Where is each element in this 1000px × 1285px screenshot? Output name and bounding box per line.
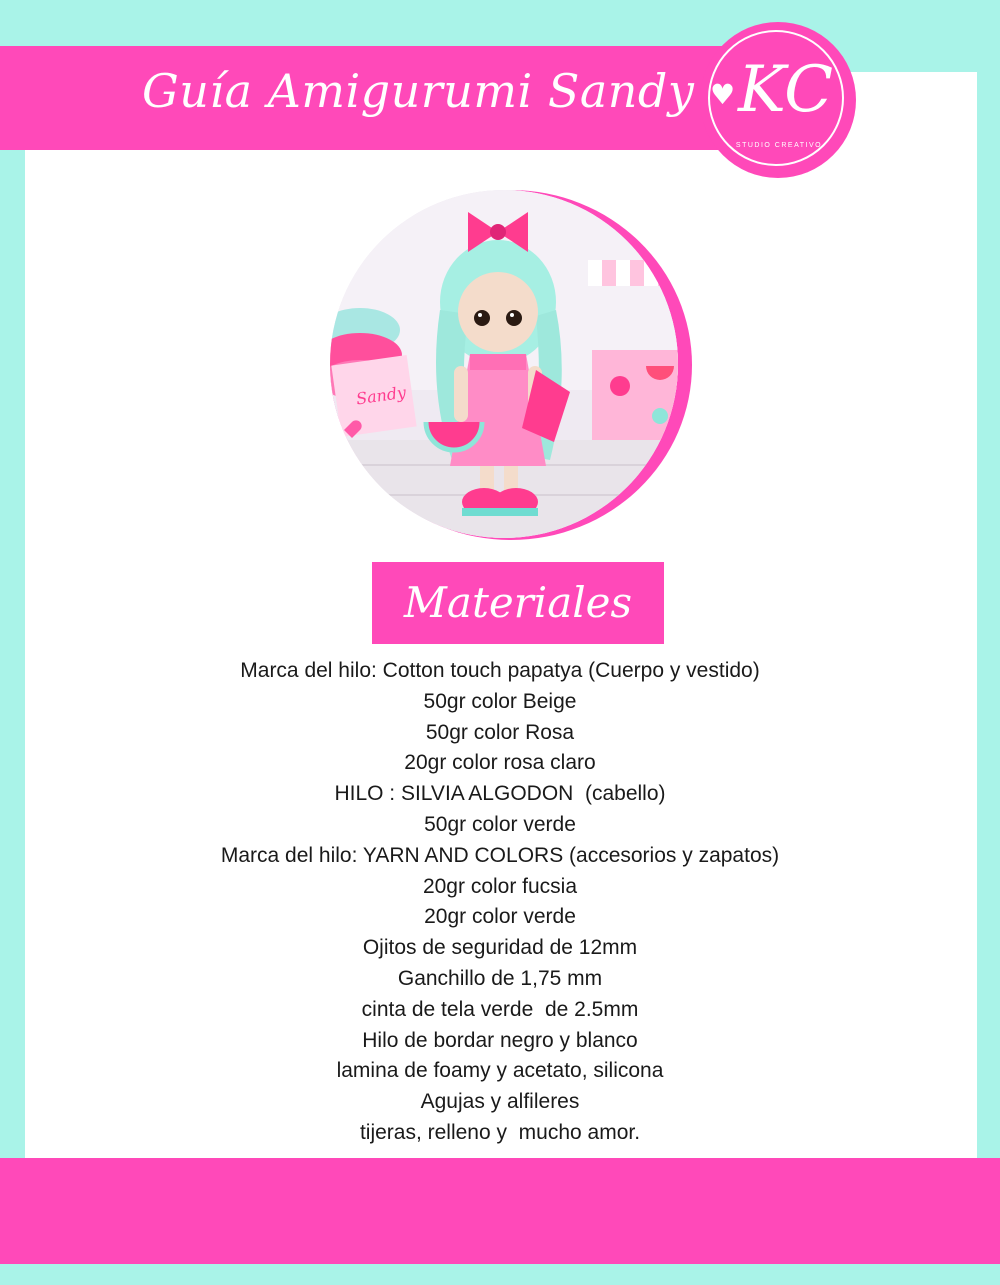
heart-icon: ♥ [710,78,736,111]
footer-band [0,1158,1000,1264]
page-title: Guía Amigurumi Sandy [142,64,695,118]
list-item: 20gr color fucsia [422,874,578,898]
materials-heading-box [372,562,664,644]
list-item: Hilo de bordar negro y blanco [362,1028,638,1052]
list-item: Agujas y alfileres [420,1090,580,1114]
sandy-tag: Sandy [354,382,408,409]
list-item: Ojitos de seguridad de 12mm [362,936,638,960]
list-item: Marca del hilo: YARN AND COLORS (accesorios y zapatos) [220,843,780,867]
list-item: 20gr color verde [424,905,576,929]
materials-title: Materiales [403,578,633,627]
brand-logo [700,22,856,178]
list-item: tijeras, relleno y mucho amor. [359,1120,641,1144]
list-item: 50gr color Beige [423,689,577,713]
photo-frame [330,190,692,540]
list-item: 50gr color Rosa [425,720,575,744]
list-item: HILO : SILVIA ALGODON (cabello) [334,782,666,806]
logo-text: KC [738,53,834,127]
materials-list [100,656,900,1149]
doll-photo [330,190,678,538]
logo-subtitle: STUDIO CREATIVO [735,142,823,149]
doll-illustration [330,190,678,538]
list-item: Marca del hilo: Cotton touch papatya (Cuerpo y vestido) [240,659,760,682]
list-item: 20gr color rosa claro [404,751,596,775]
list-item: 50gr color verde [424,812,576,836]
list-item: cinta de tela verde de 2.5mm [361,997,639,1021]
list-item: lamina de foamy y acetato, silicona [336,1059,664,1083]
list-item: Ganchillo de 1,75 mm [397,966,603,990]
